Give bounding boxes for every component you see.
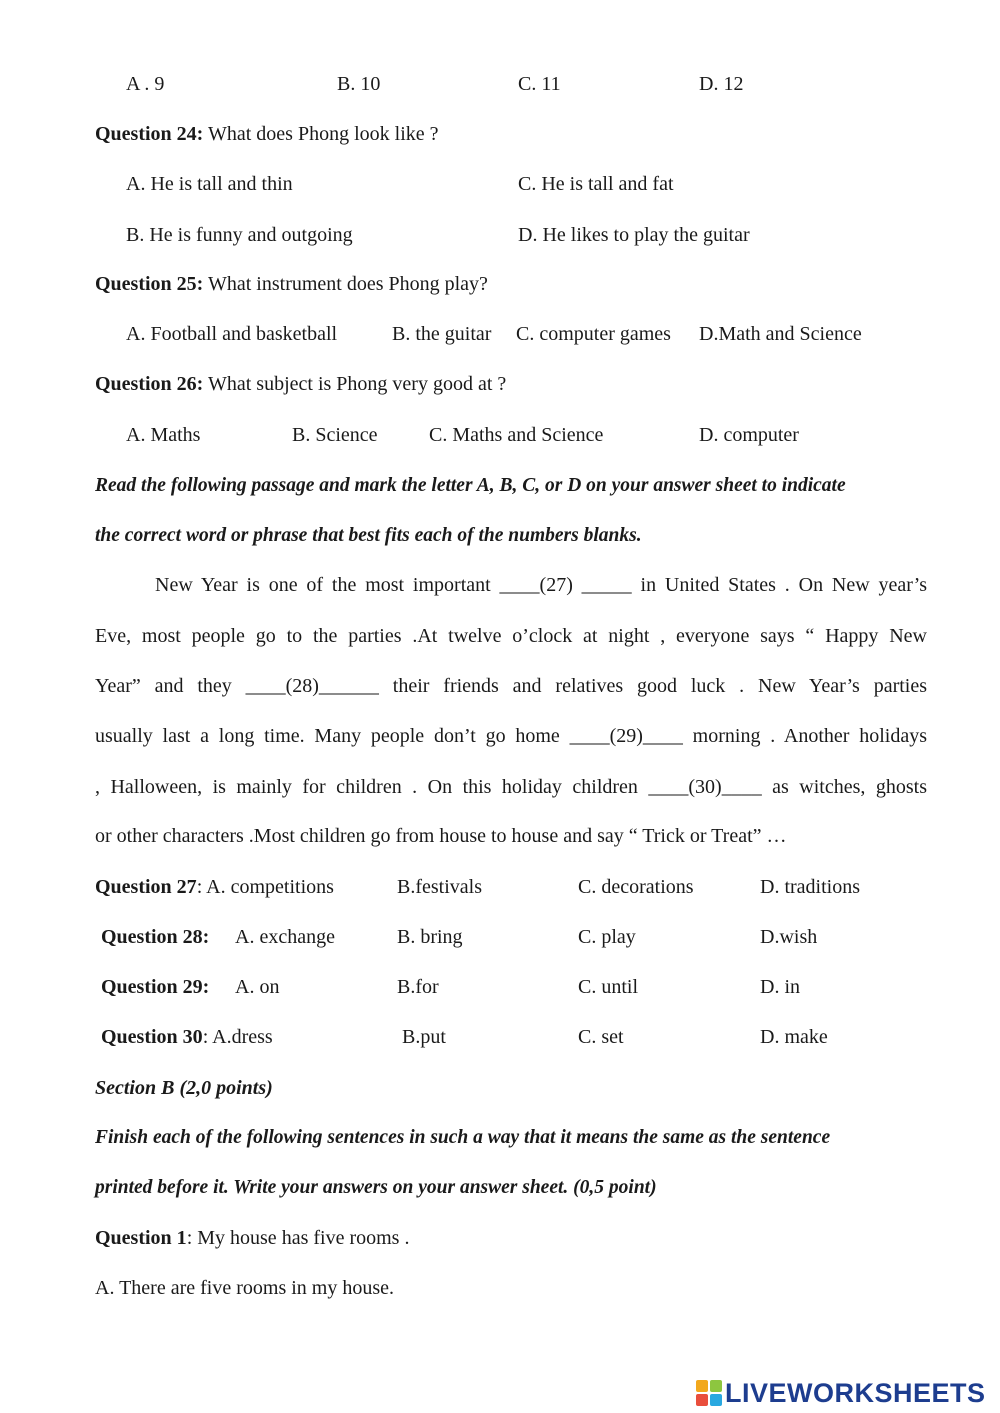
section-b-instructions-line1: Finish each of the following sentences in such a way that it means the same as the sentence xyxy=(95,1127,831,1148)
liveworksheets-logo-text: LIVEWORKSHEETS xyxy=(725,1377,986,1408)
q29-label: Question 29: xyxy=(101,976,210,998)
q24-option-c: C. He is tall and fat xyxy=(518,173,674,195)
q1-answer: A. There are five rooms in my house. xyxy=(95,1277,394,1299)
q1-label: Question 1 xyxy=(95,1227,187,1249)
reading-instructions-line1: Read the following passage and mark the letter A, B, C, or D on your answer sheet to indicate xyxy=(95,475,846,496)
q25-option-c: C. computer games xyxy=(516,323,671,345)
q27-option-c: C. decorations xyxy=(578,876,694,898)
q24-label: Question 24: xyxy=(95,123,204,145)
q25-option-a: A. Football and basketball xyxy=(126,323,338,345)
passage-line-5: , Halloween, is mainly for children . On this holiday children ____(30)____ as witches, ghosts xyxy=(95,776,927,798)
q26-option-a: A. Maths xyxy=(126,424,201,446)
liveworksheets-logo xyxy=(696,1376,986,1410)
q28-option-c: C. play xyxy=(578,926,636,948)
q25-question xyxy=(95,272,488,296)
q30-option-d: D. make xyxy=(760,1026,828,1048)
passage-line-6: or other characters .Most children go from house to house and say “ Trick or Treat” … xyxy=(95,825,787,847)
q26-text: What subject is Phong very good at ? xyxy=(203,373,507,395)
q26-option-b: B. Science xyxy=(292,424,378,446)
q25-text: What instrument does Phong play? xyxy=(203,273,488,295)
passage-line-1: New Year is one of the most important ____(27) _____ in United States . On New year’s xyxy=(155,574,927,596)
q24-option-a: A. He is tall and thin xyxy=(126,173,293,195)
q27-option-a: A. competitions xyxy=(206,876,334,898)
q25-option-b: B. the guitar xyxy=(392,323,492,345)
q30-label: Question 30 xyxy=(101,1026,203,1048)
q29-option-d: D. in xyxy=(760,976,800,998)
q24-option-d: D. He likes to play the guitar xyxy=(518,224,750,246)
q25-option-d: D.Math and Science xyxy=(699,323,862,345)
section-b-instructions-line2: printed before it. Write your answers on your answer sheet. (0,5 point) xyxy=(95,1177,657,1198)
q23-option-b: B. 10 xyxy=(337,73,381,95)
liveworksheets-logo-icon xyxy=(696,1380,722,1406)
q1-question xyxy=(95,1226,409,1250)
q30-option-a: A.dress xyxy=(212,1026,273,1048)
passage-line-3: Year” and they ____(28)______ their friends and relatives good luck . New Year’s parties xyxy=(95,675,927,697)
q25-label: Question 25: xyxy=(95,273,204,295)
q26-label: Question 26: xyxy=(95,373,204,395)
q24-option-b: B. He is funny and outgoing xyxy=(126,224,353,246)
q23-option-a: A . 9 xyxy=(126,73,165,95)
section-b-title: Section B (2,0 points) xyxy=(95,1077,273,1099)
q27-option-d: D. traditions xyxy=(760,876,860,898)
q28-option-d: D.wish xyxy=(760,926,818,948)
q30-question: Question 30: A.dress xyxy=(101,1026,273,1048)
q1-text: : My house has five rooms . xyxy=(186,1227,410,1249)
q29-option-c: C. until xyxy=(578,976,639,998)
q27-question: Question 27: A. competitions xyxy=(95,876,334,898)
q29-option-a: A. on xyxy=(235,976,280,998)
q28-label: Question 28: xyxy=(101,926,210,948)
q26-option-c: C. Maths and Science xyxy=(429,424,604,446)
reading-instructions-line2: the correct word or phrase that best fits each of the numbers blanks. xyxy=(95,525,642,546)
q27-label: Question 27 xyxy=(95,876,197,898)
q27-option-b: B.festivals xyxy=(397,876,482,898)
q23-option-d: D. 12 xyxy=(699,73,744,95)
q30-option-b: B.put xyxy=(402,1026,446,1048)
q30-option-c: C. set xyxy=(578,1026,624,1048)
q28-option-b: B. bring xyxy=(397,926,463,948)
passage-line-4: usually last a long time. Many people don’t go home ____(29)____ morning . Another holidays xyxy=(95,725,927,747)
q29-option-b: B.for xyxy=(397,976,439,998)
q24-text: What does Phong look like ? xyxy=(203,123,439,145)
q24-question xyxy=(95,122,439,146)
q26-question xyxy=(95,372,506,396)
passage-line-2: Eve, most people go to the parties .At twelve o’clock at night , everyone says “ Happy New xyxy=(95,625,927,647)
q26-option-d: D. computer xyxy=(699,424,799,446)
q28-option-a: A. exchange xyxy=(235,926,335,948)
q23-option-c: C. 11 xyxy=(518,73,561,95)
